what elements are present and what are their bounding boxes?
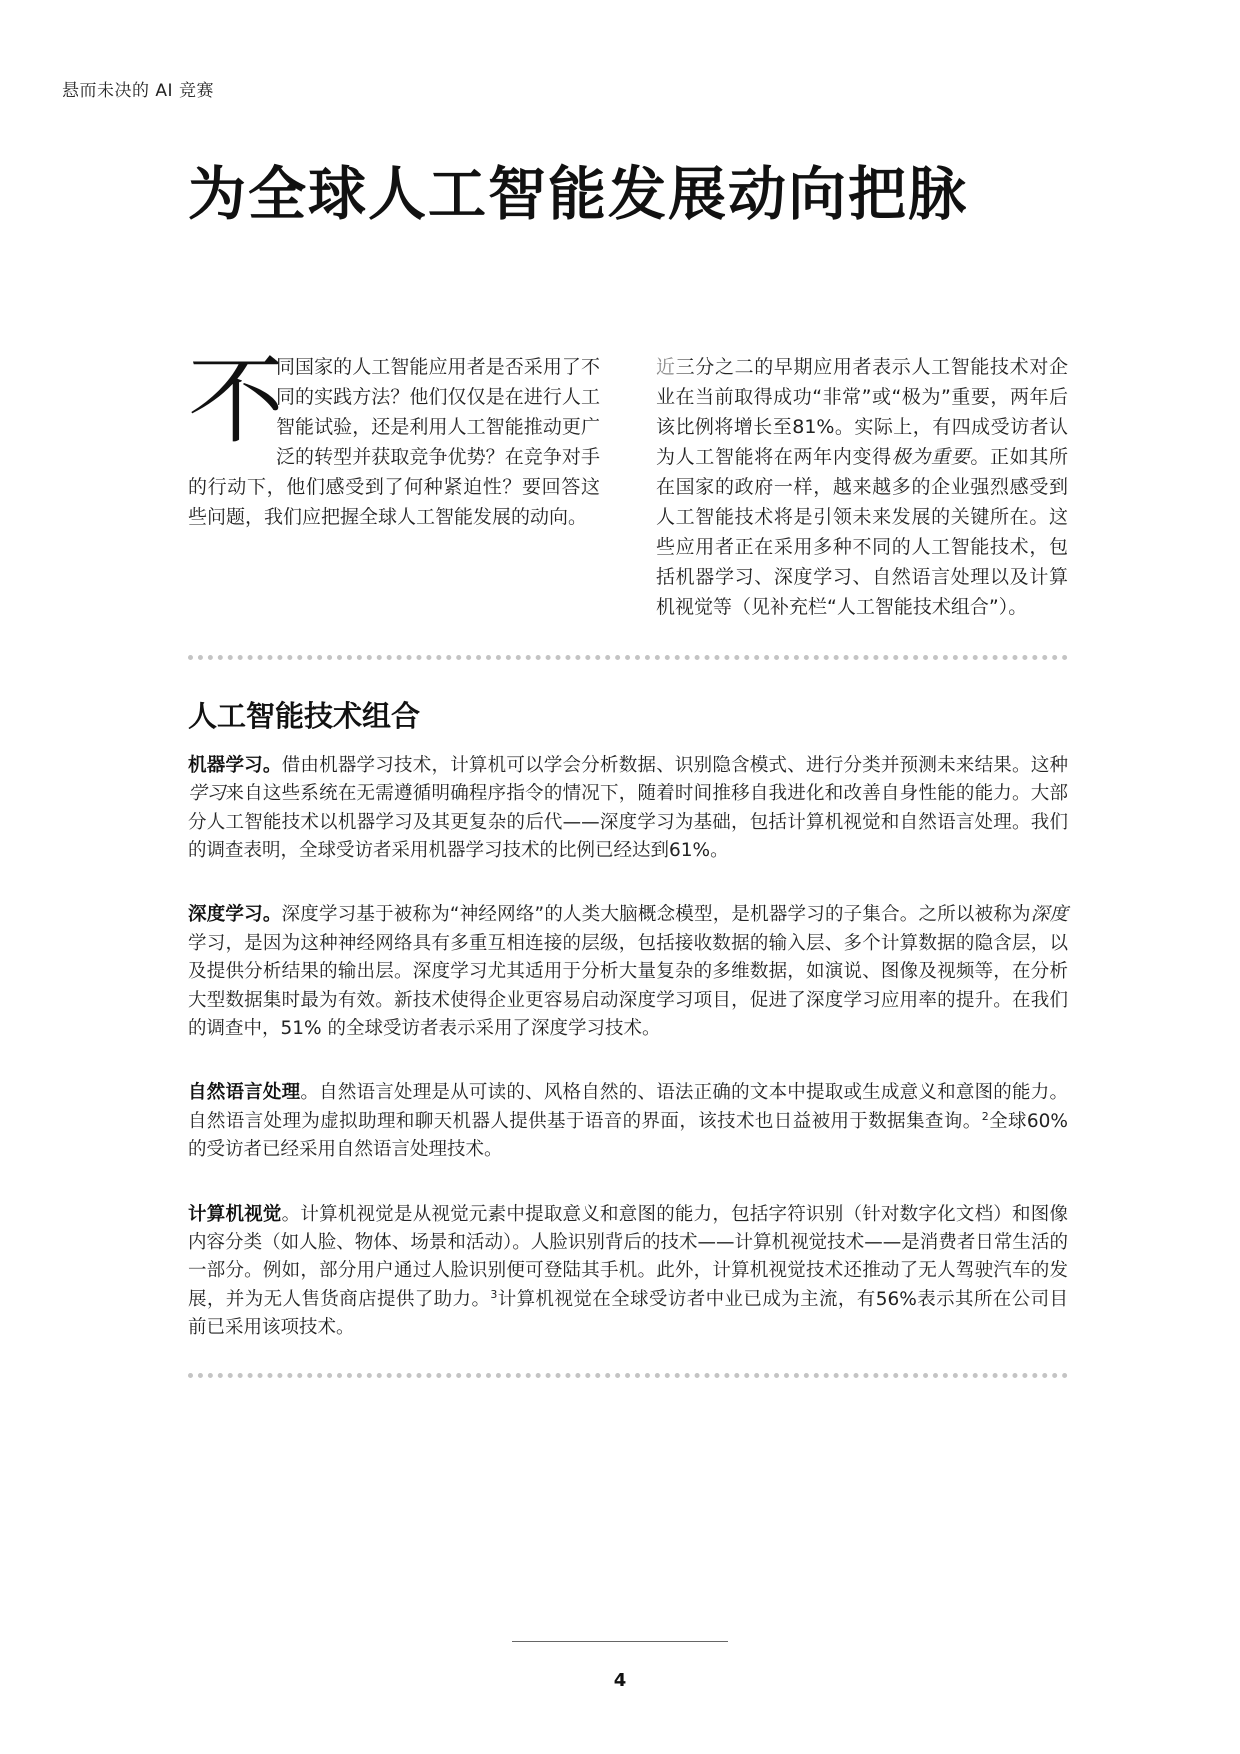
intro-right-lead: 近 [656, 356, 676, 378]
footer-rule [512, 1641, 728, 1642]
nlp-paragraph [188, 1079, 1068, 1164]
page-number: 4 [613, 1670, 627, 1691]
sidebar-box [188, 698, 1068, 1379]
dl-italic: 深度 [1030, 904, 1068, 926]
ml-term: 机器学习。 [188, 754, 282, 776]
cv-footnote-ref[interactable]: 3 [490, 1287, 498, 1301]
nlp-text-1: 。自然语言处理是从可读的、风格自然的、语法正确的文本中提取或生成意义和意图的能力。自然语言处理为虚拟助理和聊天机器人提供基于语音的界面，该技术也日益被用于数据集查询。 [188, 1082, 1068, 1132]
drop-cap-box [188, 345, 284, 457]
dl-text-2: 学习，是因为这种神经网络具有多重互相连接的层级，包括接收数据的输入层、多个计算数据的隐含层，以及提供分析结果的输出层。深度学习尤其适用于分析大量复杂的多维数据，如演说、图像及视频等，在分析大型数据集时最为有效。新技术使得企业更容易启动深度学习项目，促进了深度学习应用率的提升。在我们的调查中，51% 的全球受访者表示采用了深度学习技术。 [188, 932, 1068, 1039]
dotted-divider-top [188, 655, 1068, 660]
dl-term: 深度学习。 [188, 904, 282, 926]
ml-paragraph [188, 752, 1068, 866]
cv-text-2: 计算机视觉在全球受访者中业已成为主流，有56%表示其所在公司目前已采用该项技术。 [188, 1288, 1068, 1339]
ml-italic: 学习 [188, 783, 226, 805]
intro-left-column [188, 345, 600, 622]
intro-right-italic: 极为重要 [891, 446, 971, 468]
intro-right-text-2: 。正如其所在国家的政府一样，越来越多的企业强烈感受到人工智能技术将是引领未来发展的关键所在。这些应用者正在采用多种不同的人工智能技术，包括机器学习、深度学习、自然语言处理以及计算机视觉等（见补充栏“人工智能技术组合”）。 [656, 446, 1068, 618]
dotted-divider-bottom [188, 1373, 1068, 1378]
sidebar-heading: 人工智能技术组合 [188, 699, 421, 733]
nlp-footnote-ref[interactable]: 2 [981, 1109, 989, 1123]
ml-text-1: 借由机器学习技术，计算机可以学会分析数据、识别隐含模式、进行分类并预测未来结果。这种 [281, 754, 1068, 776]
cv-paragraph [188, 1201, 1068, 1343]
ml-text-2: 来自这些系统在无需遵循明确程序指令的情况下，随着时间推移自我进化和改善自身性能的能力。大部分人工智能技术以机器学习及其更复杂的后代——深度学习为基础，包括计算机视觉和自然语言处理。我们的调查表明，全球受访者采用机器学习技术的比例已经达到61%。 [188, 783, 1068, 861]
intro-right-column [656, 352, 1068, 622]
intro-section [188, 345, 1068, 622]
intro-left-text: 同国家的人工智能应用者是否采用了不同的实践方法？他们仅仅是在进行人工智能试验，还是利用人工智能推动更广泛的转型并获取竞争优势？在竞争对手的行动下，他们感受到了何种紧迫性？要回答这些问题，我们应把握全球人工智能发展的动向。 [188, 356, 600, 528]
dl-paragraph [188, 901, 1068, 1043]
cv-term: 计算机视觉 [188, 1203, 282, 1225]
running-header: 悬而未决的 AI 竞赛 [62, 81, 214, 101]
intro-right-text-1: 三分之二的早期应用者表示人工智能技术对企业在当前取得成功“非常”或“极为”重要，两年后该比例将增长至81%。实际上，有四成受访者认为人工智能将在两年内变得 [656, 356, 1068, 468]
dl-text-1: 深度学习基于被称为“神经网络”的人类大脑概念模型，是机器学习的子集合。之所以被称为 [281, 904, 1031, 926]
cv-text-1: 。计算机视觉是从视觉元素中提取意义和意图的能力，包括字符识别（针对数字化文档）和图像内容分类（如人脸、物体、场景和活动）。人脸识别背后的技术——计算机视觉技术——是消费者日常生活的一部分。例如，部分用户通过人脸识别便可登陆其手机。此外，计算机视觉技术还推动了无人驾驶汽车的发展，并为无人售货商店提供了助力。 [188, 1203, 1068, 1310]
drop-cap: 不 [188, 345, 284, 457]
nlp-text-2: 全球60%的受访者已经采用自然语言处理技术。 [188, 1110, 1068, 1161]
nlp-term: 自然语言处理 [188, 1082, 301, 1104]
page-title: 为全球人工智能发展动向把脉 [188, 160, 969, 228]
